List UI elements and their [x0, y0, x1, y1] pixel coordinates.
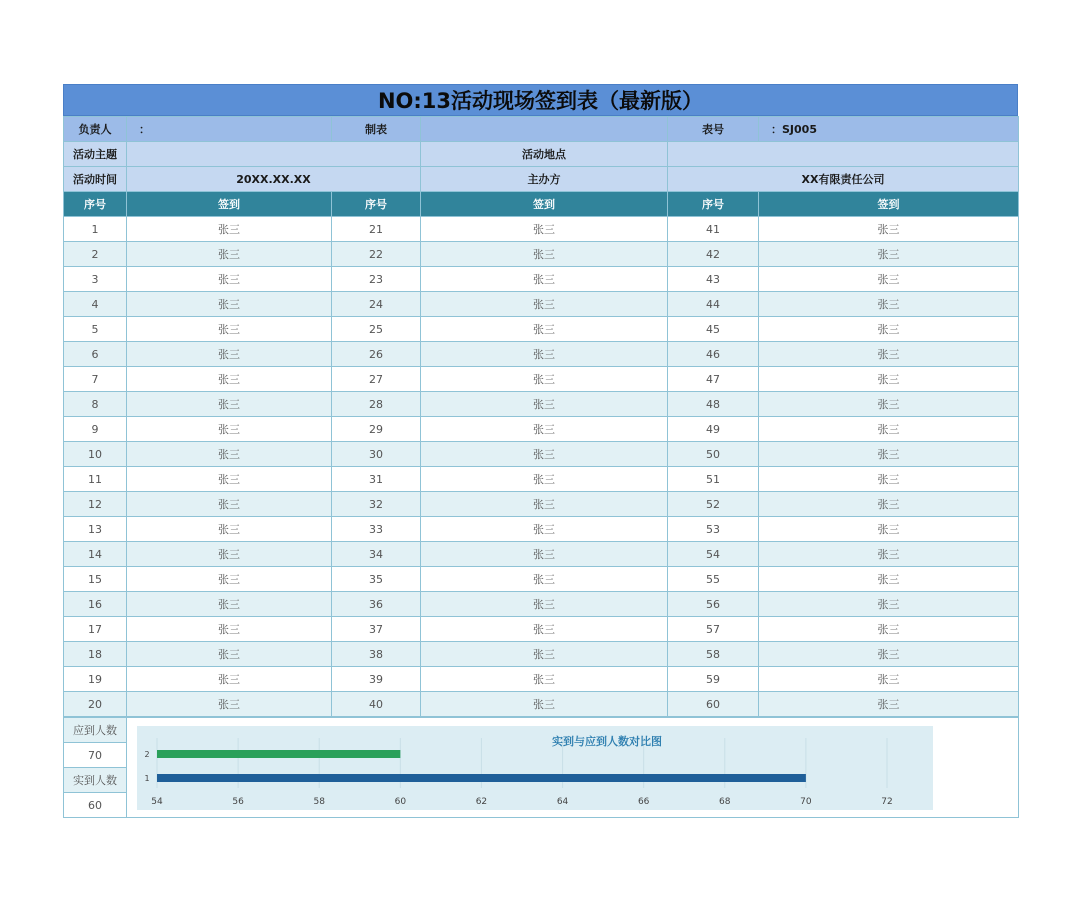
header-seq: 序号: [64, 192, 127, 217]
summary-table: [63, 717, 1019, 818]
x-tick-label: 60: [394, 797, 407, 807]
sign-cell[interactable]: 张三: [421, 417, 668, 442]
x-tick-label: 64: [556, 797, 569, 807]
table-row: [64, 292, 1019, 317]
seq-cell: 57: [668, 617, 759, 642]
category-label: 2: [144, 750, 150, 759]
sign-cell[interactable]: 张三: [127, 317, 332, 342]
form-number-value[interactable]: ：SJ005: [759, 117, 1019, 142]
sign-cell[interactable]: 张三: [759, 667, 1019, 692]
sign-cell[interactable]: 张三: [127, 392, 332, 417]
seq-cell: 15: [64, 567, 127, 592]
chart-cell: [127, 718, 1019, 818]
table-row: [64, 667, 1019, 692]
seq-cell: 25: [332, 317, 421, 342]
header-seq: 序号: [332, 192, 421, 217]
seq-cell: 49: [668, 417, 759, 442]
sign-cell[interactable]: 张三: [127, 567, 332, 592]
table-row: [64, 317, 1019, 342]
maker-label: 制表: [332, 117, 421, 142]
sign-cell[interactable]: 张三: [759, 517, 1019, 542]
table-row: [64, 442, 1019, 467]
sign-cell[interactable]: 张三: [759, 592, 1019, 617]
seq-cell: 17: [64, 617, 127, 642]
x-tick-label: 68: [719, 797, 731, 807]
seq-cell: 6: [64, 342, 127, 367]
sign-cell[interactable]: 张三: [759, 542, 1019, 567]
theme-value[interactable]: [127, 142, 421, 167]
sign-cell[interactable]: 张三: [759, 692, 1019, 717]
seq-cell: 52: [668, 492, 759, 517]
sign-cell[interactable]: 张三: [421, 292, 668, 317]
seq-cell: 11: [64, 467, 127, 492]
table-row: [64, 692, 1019, 717]
seq-cell: 20: [64, 692, 127, 717]
table-row: [64, 542, 1019, 567]
seq-cell: 13: [64, 517, 127, 542]
form-number-label: 表号: [668, 117, 759, 142]
seq-cell: 36: [332, 592, 421, 617]
seq-cell: 23: [332, 267, 421, 292]
table-row: [64, 392, 1019, 417]
seq-cell: 43: [668, 267, 759, 292]
sign-cell[interactable]: 张三: [759, 567, 1019, 592]
actual-count-label: 实到人数: [64, 768, 127, 793]
sign-in-table: [63, 116, 1019, 717]
chart-title: 实到与应到人数对比图: [552, 735, 662, 748]
seq-cell: 32: [332, 492, 421, 517]
sign-cell[interactable]: 张三: [759, 442, 1019, 467]
seq-cell: 55: [668, 567, 759, 592]
seq-cell: 60: [668, 692, 759, 717]
x-tick-label: 58: [313, 797, 325, 807]
sign-in-sheet: [63, 84, 1018, 818]
sign-cell[interactable]: 张三: [127, 367, 332, 392]
sign-cell[interactable]: 张三: [759, 642, 1019, 667]
seq-cell: 10: [64, 442, 127, 467]
sign-cell[interactable]: 张三: [127, 442, 332, 467]
comparison-bar-chart: [137, 726, 933, 810]
sign-cell[interactable]: 张三: [127, 217, 332, 242]
seq-cell: 24: [332, 292, 421, 317]
seq-cell: 38: [332, 642, 421, 667]
seq-cell: 9: [64, 417, 127, 442]
sign-cell[interactable]: 张三: [759, 217, 1019, 242]
seq-cell: 16: [64, 592, 127, 617]
table-row: [64, 217, 1019, 242]
seq-cell: 4: [64, 292, 127, 317]
sign-cell[interactable]: 张三: [127, 492, 332, 517]
seq-cell: 14: [64, 542, 127, 567]
seq-cell: 2: [64, 242, 127, 267]
table-row: [64, 642, 1019, 667]
expected-count-value[interactable]: 70: [64, 743, 127, 768]
actual-count-value[interactable]: 60: [64, 793, 127, 818]
table-row: [64, 467, 1019, 492]
seq-cell: 54: [668, 542, 759, 567]
seq-cell: 44: [668, 292, 759, 317]
sign-cell[interactable]: 张三: [421, 367, 668, 392]
table-row: [64, 242, 1019, 267]
sign-cell[interactable]: 张三: [421, 467, 668, 492]
seq-cell: 26: [332, 342, 421, 367]
seq-cell: 39: [332, 667, 421, 692]
sign-cell[interactable]: 张三: [421, 517, 668, 542]
owner-colon[interactable]: ：: [127, 117, 332, 142]
seq-cell: 58: [668, 642, 759, 667]
x-tick-label: 70: [800, 797, 812, 807]
seq-cell: 46: [668, 342, 759, 367]
sign-cell[interactable]: 张三: [127, 242, 332, 267]
seq-cell: 3: [64, 267, 127, 292]
sign-cell[interactable]: 张三: [759, 492, 1019, 517]
organizer-value[interactable]: XX有限责任公司: [668, 167, 1019, 192]
sign-cell[interactable]: 张三: [421, 317, 668, 342]
info-row-time: [64, 167, 1019, 192]
table-row: [64, 517, 1019, 542]
bar-1: [157, 774, 806, 782]
sign-cell[interactable]: 张三: [421, 342, 668, 367]
sign-cell[interactable]: 张三: [127, 542, 332, 567]
sign-cell[interactable]: 张三: [127, 417, 332, 442]
table-row: [64, 567, 1019, 592]
seq-cell: 29: [332, 417, 421, 442]
header-sign: 签到: [759, 192, 1019, 217]
sign-cell[interactable]: 张三: [759, 417, 1019, 442]
seq-cell: 51: [668, 467, 759, 492]
owner-label: 负责人: [64, 117, 127, 142]
seq-cell: 33: [332, 517, 421, 542]
sign-cell[interactable]: 张三: [421, 642, 668, 667]
seq-cell: 56: [668, 592, 759, 617]
x-tick-label: 72: [881, 797, 893, 807]
sign-cell[interactable]: 张三: [759, 617, 1019, 642]
sign-cell[interactable]: 张三: [127, 517, 332, 542]
seq-cell: 45: [668, 317, 759, 342]
sign-cell[interactable]: 张三: [127, 267, 332, 292]
info-row-owner: [64, 117, 1019, 142]
table-row: [64, 617, 1019, 642]
location-value[interactable]: [668, 142, 1019, 167]
seq-cell: 19: [64, 667, 127, 692]
seq-cell: 42: [668, 242, 759, 267]
table-row: [64, 267, 1019, 292]
sign-cell[interactable]: 张三: [759, 317, 1019, 342]
x-tick-label: 56: [232, 797, 244, 807]
sign-cell[interactable]: 张三: [421, 442, 668, 467]
seq-cell: 40: [332, 692, 421, 717]
theme-label: 活动主题: [64, 142, 127, 167]
sheet-title: NO:13活动现场签到表（最新版）: [63, 84, 1018, 116]
sign-cell[interactable]: 张三: [421, 242, 668, 267]
seq-cell: 21: [332, 217, 421, 242]
table-row: [64, 592, 1019, 617]
header-sign: 签到: [127, 192, 332, 217]
seq-cell: 7: [64, 367, 127, 392]
seq-cell: 1: [64, 217, 127, 242]
sign-cell[interactable]: 张三: [759, 467, 1019, 492]
organizer-label: 主办方: [421, 167, 668, 192]
x-tick-label: 66: [637, 797, 650, 807]
sign-cell[interactable]: 张三: [421, 617, 668, 642]
sign-cell[interactable]: 张三: [421, 492, 668, 517]
seq-cell: 5: [64, 317, 127, 342]
table-row: [64, 367, 1019, 392]
location-label: 活动地点: [421, 142, 668, 167]
info-row-theme: [64, 142, 1019, 167]
category-label: 1: [144, 774, 150, 783]
sign-cell[interactable]: 张三: [421, 592, 668, 617]
seq-cell: 41: [668, 217, 759, 242]
column-header-row: [64, 192, 1019, 217]
seq-cell: 18: [64, 642, 127, 667]
seq-cell: 27: [332, 367, 421, 392]
seq-cell: 59: [668, 667, 759, 692]
seq-cell: 12: [64, 492, 127, 517]
seq-cell: 34: [332, 542, 421, 567]
expected-count-label: 应到人数: [64, 718, 127, 743]
sign-cell[interactable]: 张三: [421, 692, 668, 717]
sign-cell[interactable]: 张三: [759, 392, 1019, 417]
x-tick-label: 54: [151, 797, 163, 807]
sign-cell[interactable]: 张三: [127, 692, 332, 717]
seq-cell: 8: [64, 392, 127, 417]
table-row: [64, 417, 1019, 442]
seq-cell: 31: [332, 467, 421, 492]
sign-cell[interactable]: 张三: [759, 342, 1019, 367]
seq-cell: 30: [332, 442, 421, 467]
sign-cell[interactable]: 张三: [421, 392, 668, 417]
seq-cell: 28: [332, 392, 421, 417]
sign-cell[interactable]: 张三: [127, 592, 332, 617]
sign-cell[interactable]: 张三: [421, 567, 668, 592]
sign-cell[interactable]: 张三: [421, 542, 668, 567]
sign-cell[interactable]: 张三: [127, 667, 332, 692]
seq-cell: 48: [668, 392, 759, 417]
header-seq: 序号: [668, 192, 759, 217]
header-sign: 签到: [421, 192, 668, 217]
seq-cell: 50: [668, 442, 759, 467]
maker-value[interactable]: [421, 117, 668, 142]
sign-cell[interactable]: 张三: [759, 367, 1019, 392]
sign-cell[interactable]: 张三: [127, 642, 332, 667]
x-tick-label: 62: [475, 797, 488, 807]
sign-cell[interactable]: 张三: [127, 342, 332, 367]
sign-cell[interactable]: 张三: [421, 667, 668, 692]
sign-cell[interactable]: 张三: [421, 217, 668, 242]
table-row: [64, 342, 1019, 367]
sign-cell[interactable]: 张三: [421, 267, 668, 292]
sign-cell[interactable]: 张三: [759, 292, 1019, 317]
time-value[interactable]: 20XX.XX.XX: [127, 167, 421, 192]
seq-cell: 53: [668, 517, 759, 542]
sign-cell[interactable]: 张三: [759, 267, 1019, 292]
seq-cell: 47: [668, 367, 759, 392]
time-label: 活动时间: [64, 167, 127, 192]
seq-cell: 37: [332, 617, 421, 642]
sign-cell[interactable]: 张三: [127, 467, 332, 492]
sign-cell[interactable]: 张三: [759, 242, 1019, 267]
sign-cell[interactable]: 张三: [127, 292, 332, 317]
seq-cell: 22: [332, 242, 421, 267]
sign-cell[interactable]: 张三: [127, 617, 332, 642]
seq-cell: 35: [332, 567, 421, 592]
table-row: [64, 492, 1019, 517]
bar-2: [157, 750, 400, 758]
